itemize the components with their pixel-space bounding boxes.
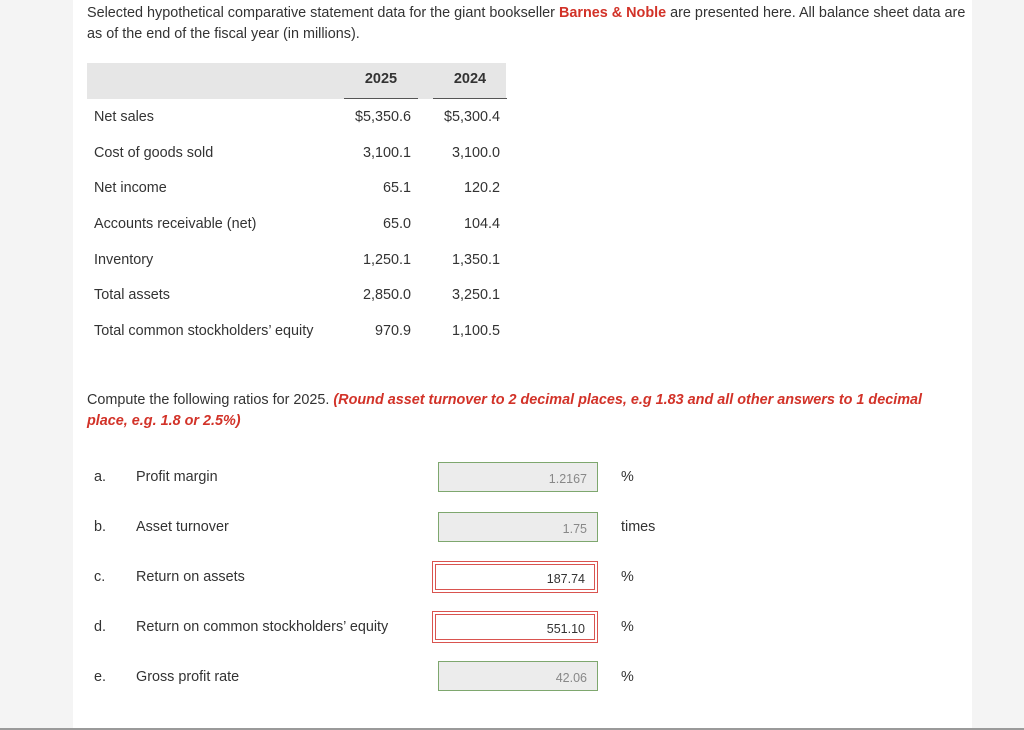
row-label: Cost of goods sold: [94, 145, 214, 161]
value-2025: 3,100.1: [362, 145, 411, 161]
year-underline: [433, 98, 507, 99]
question-label: Return on assets: [136, 569, 245, 585]
row-label: Total assets: [94, 287, 170, 303]
question-label: Gross profit rate: [136, 669, 240, 685]
answer-unit: times: [621, 519, 656, 535]
question-letter: a.: [94, 469, 107, 485]
table-row: [87, 180, 517, 202]
value-2025: 2,850.0: [362, 287, 411, 303]
answer-unit: %: [621, 669, 634, 685]
row-label: Accounts receivable (net): [94, 216, 257, 232]
answer-unit: %: [621, 569, 634, 585]
question-label: Profit margin: [136, 469, 218, 485]
brand-name: Barnes & Noble: [558, 5, 667, 21]
value-2025: 65.0: [382, 216, 411, 232]
value-2024: 1,100.5: [451, 323, 500, 339]
value-2025: 1,250.1: [362, 252, 411, 268]
value-2024: 104.4: [463, 216, 500, 232]
question-letter: e.: [94, 669, 107, 685]
year-header-2024: 2024: [453, 71, 487, 87]
value-2024: 3,100.0: [451, 145, 500, 161]
instructions: [87, 390, 957, 432]
intro-paragraph: [87, 3, 967, 45]
question-label: Asset turnover: [136, 519, 229, 535]
value-2024: 1,350.1: [451, 252, 500, 268]
row-label: Net sales: [94, 109, 154, 125]
row-label: Net income: [94, 180, 167, 196]
year-header-2025: 2025: [364, 71, 398, 87]
intro-text-start: Selected hypothetical comparative statement data for the giant bookseller: [87, 5, 559, 21]
question-letter: c.: [94, 569, 106, 585]
answer-unit: %: [621, 469, 634, 485]
table-row: [87, 145, 517, 167]
answer-input-asset-turnover[interactable]: 1.75: [438, 512, 598, 542]
value-2025: 970.9: [374, 323, 411, 339]
answer-input-gross-profit-rate[interactable]: 42.06: [438, 661, 598, 691]
table-row: [87, 287, 517, 309]
answer-input-return-on-assets[interactable]: 187.74: [432, 561, 598, 593]
question-letter: d.: [94, 619, 107, 635]
value-2024: 3,250.1: [451, 287, 500, 303]
value-2024: $5,300.4: [443, 109, 500, 125]
question-label: Return on common stockholders’ equity: [136, 619, 389, 635]
question-letter: b.: [94, 519, 107, 535]
year-underline: [344, 98, 418, 99]
rounding-note: (Round asset turnover to 2 decimal places, e.g 1.83 and all other answers to 1 decimal place, e.g. 1.8 or 2.5%): [87, 392, 923, 429]
row-label: Inventory: [94, 252, 154, 268]
value-2025: $5,350.6: [354, 109, 411, 125]
intro-text-end: are presented here. All balance sheet data are as of the end of the fiscal year (in millions).: [87, 5, 966, 42]
value-2024: 120.2: [463, 180, 500, 196]
instructions-text: Compute the following ratios for 2025.: [87, 392, 334, 408]
value-2025: 65.1: [382, 180, 411, 196]
table-row: [87, 252, 517, 274]
table-row: [87, 109, 517, 131]
table-row: [87, 216, 517, 238]
answer-input-profit-margin[interactable]: 1.2167: [438, 462, 598, 492]
answer-input-return-on-equity[interactable]: 551.10: [432, 611, 598, 643]
answer-unit: %: [621, 619, 634, 635]
table-row: [87, 323, 517, 345]
row-label: Total common stockholders’ equity: [94, 323, 314, 339]
